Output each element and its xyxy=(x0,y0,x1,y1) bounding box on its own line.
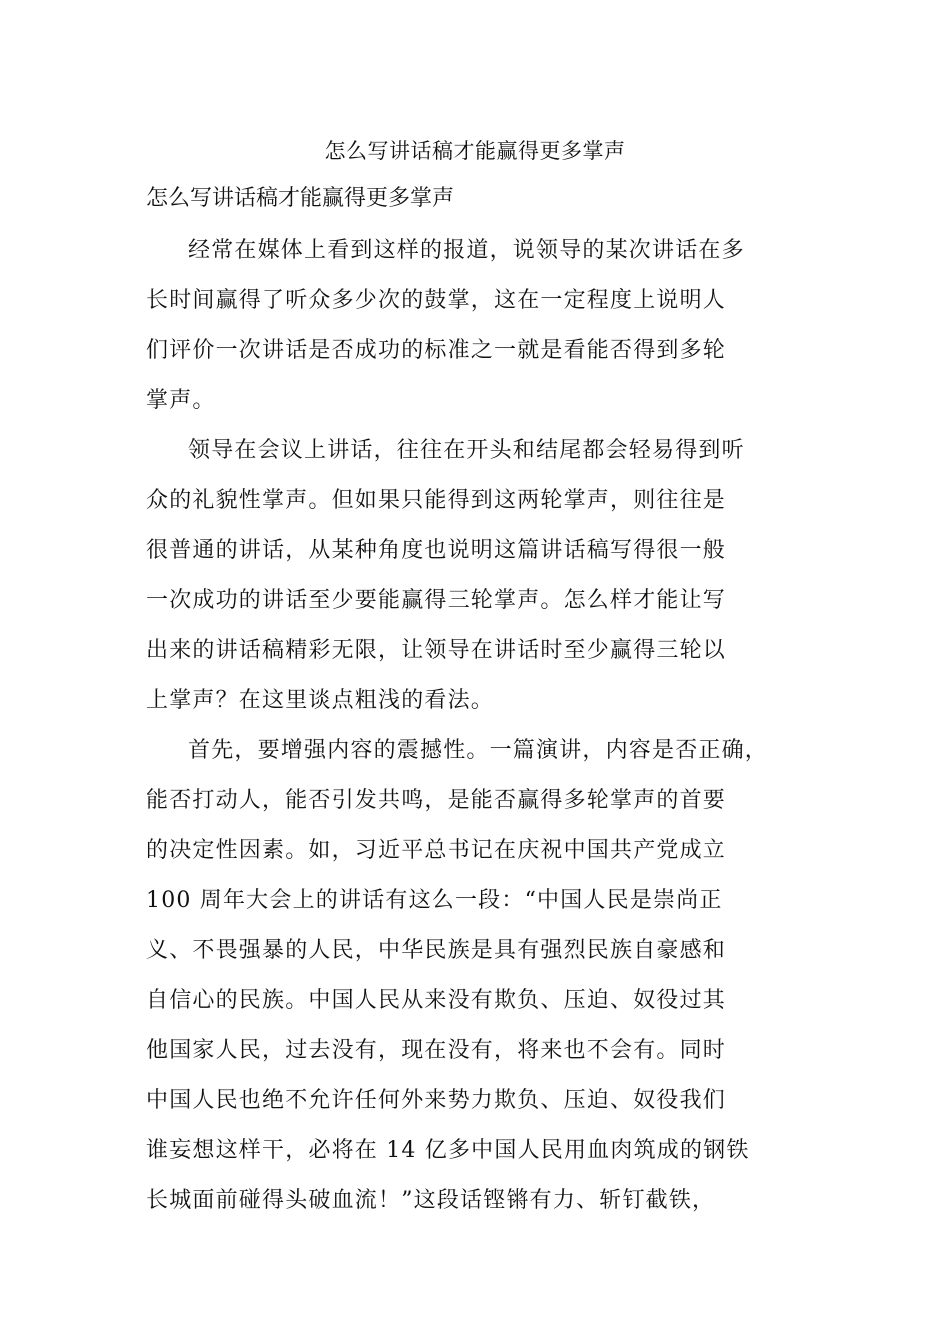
paragraph-1-line-1: 经常在媒体上看到这样的报道，说领导的某次讲话在多 xyxy=(188,238,745,263)
paragraph-3-line-5: 义、不畏强暴的人民，中华民族是具有强烈民族自豪感和 xyxy=(146,938,727,963)
paragraph-3-line-4: 100 周年大会上的讲话有这么一段：“中国人民是崇尚正 xyxy=(146,888,723,913)
paragraph-3-line-2: 能否打动人，能否引发共鸣，是能否赢得多轮掌声的首要 xyxy=(146,788,727,813)
document-subheading: 怎么写讲话稿才能赢得更多掌声 xyxy=(146,186,455,211)
paragraph-3-line-1: 首先，要增强内容的震撼性。一篇演讲，内容是否正确， xyxy=(188,738,769,763)
paragraph-3-line-6: 自信心的民族。中国人民从来没有欺负、压迫、奴役过其 xyxy=(146,988,727,1013)
paragraph-2-line-3: 很普通的讲话，从某种角度也说明这篇讲话稿写得很一般 xyxy=(146,538,727,563)
paragraph-2-line-5: 出来的讲话稿精彩无限，让领导在讲话时至少赢得三轮以 xyxy=(146,638,727,663)
paragraph-3-line-3: 的决定性因素。如，习近平总书记在庆祝中国共产党成立 xyxy=(146,838,727,863)
paragraph-3-line-9: 谁妄想这样干，必将在 14 亿多中国人民用血肉筑成的钢铁 xyxy=(146,1138,750,1163)
paragraph-1-line-2: 长时间赢得了听众多少次的鼓掌，这在一定程度上说明人 xyxy=(146,288,727,313)
paragraph-3-line-8: 中国人民也绝不允许任何外来势力欺负、压迫、奴役我们 xyxy=(146,1088,727,1113)
paragraph-3-line-7: 他国家人民，过去没有，现在没有，将来也不会有。同时 xyxy=(146,1038,727,1063)
paragraph-2-line-4: 一次成功的讲话至少要能赢得三轮掌声。怎么样才能让写 xyxy=(146,588,727,613)
paragraph-3-line-10: 长城面前碰得头破血流！”这段话铿锵有力、斩钉截铁， xyxy=(146,1188,716,1213)
document-title: 怎么写讲话稿才能赢得更多掌声 xyxy=(324,139,626,163)
paragraph-2-line-2: 众的礼貌性掌声。但如果只能得到这两轮掌声，则往往是 xyxy=(146,488,727,513)
paragraph-1-line-4: 掌声。 xyxy=(146,388,216,413)
paragraph-2-line-1: 领导在会议上讲话，往往在开头和结尾都会轻易得到听 xyxy=(188,438,745,463)
paragraph-1-line-3: 们评价一次讲话是否成功的标准之一就是看能否得到多轮 xyxy=(146,338,727,363)
paragraph-2-line-6: 上掌声？在这里谈点粗浅的看法。 xyxy=(146,688,495,713)
